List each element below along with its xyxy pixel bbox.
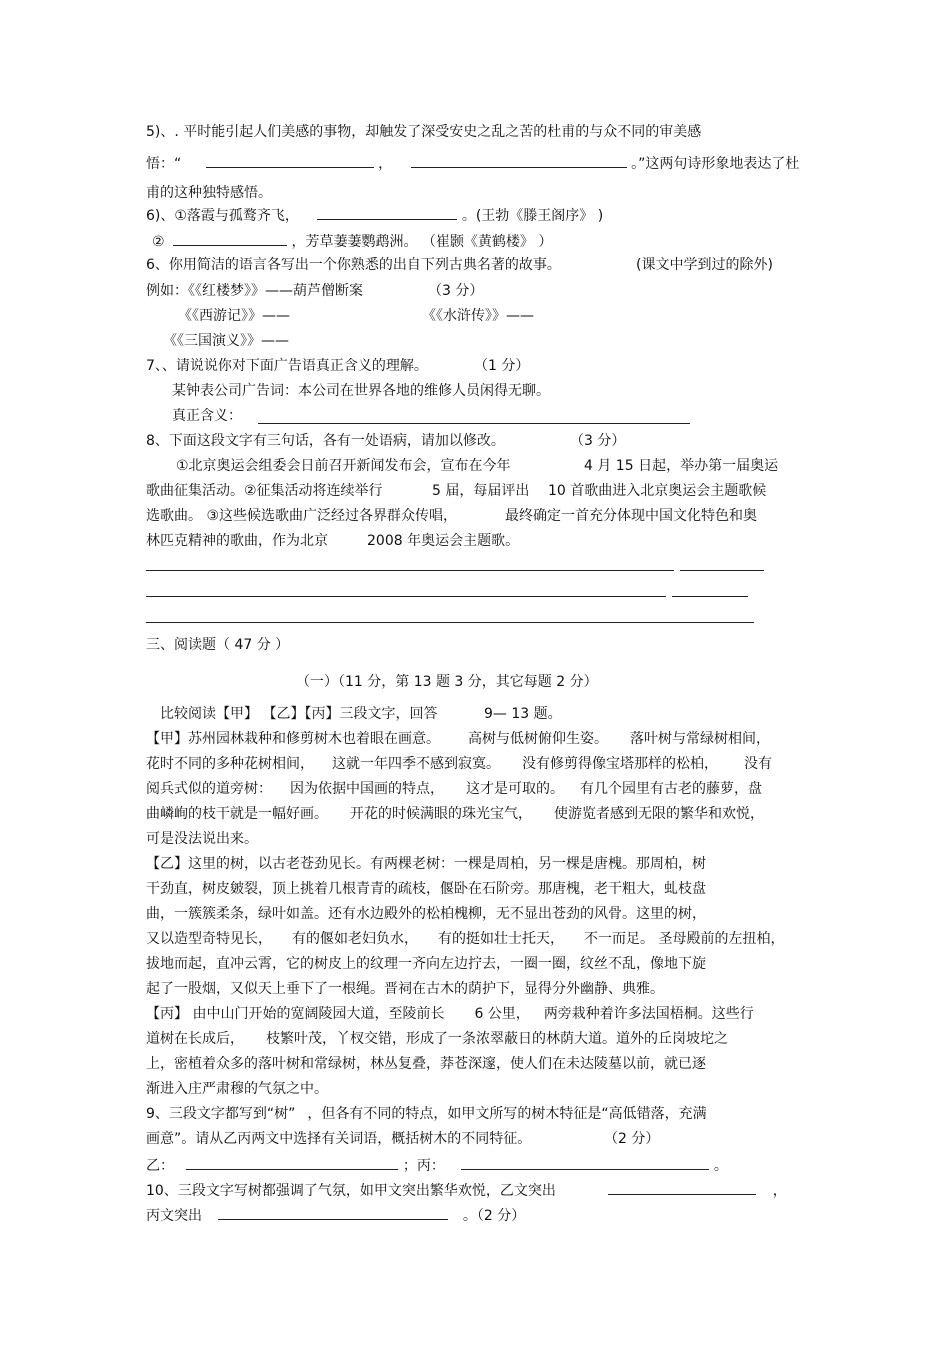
yi-line-6 xyxy=(146,980,664,998)
bing-1-3: 两旁栽种着许多法国梧桐。这些行 xyxy=(543,1006,754,1022)
yi-4-1: 又以造型奇特见长， xyxy=(146,931,272,947)
section3-subtitle: （一）（11 分，第 13 题 3 分，其它每题 2 分） xyxy=(296,674,598,690)
q8-p4b: 2008 年奥运会主题歌。 xyxy=(367,533,520,549)
q8-p3a: 选歌曲。 ③这些候选歌曲广泛经过各界群众传唱， xyxy=(146,508,457,524)
q10-l2-end: 。（2 分） xyxy=(462,1208,526,1224)
yi-line-1 xyxy=(146,855,706,873)
q10-line-2 xyxy=(146,1205,525,1225)
q10-l2-pre: 丙文突出 xyxy=(146,1208,202,1224)
jia-2-3: 没有修剪得像宝塔那样的松柏， xyxy=(522,756,718,772)
q7-score: （1 分） xyxy=(474,358,530,374)
bing-2-1: 道树在长成后， xyxy=(146,1031,244,1047)
jia-1-2: 高树与低树俯仰生姿。 xyxy=(468,731,608,747)
q9-end: 。 xyxy=(713,1158,728,1174)
q6a-prefix: 6)、①落霞与孤鹜齐飞， xyxy=(146,208,299,224)
jia-4-2: 开花的时候满眼的珠光宝气， xyxy=(350,806,532,822)
jia-line-2 xyxy=(146,755,772,773)
q5-prefix: 悟：“ xyxy=(146,156,182,172)
bing-1-2: 6 公里， xyxy=(474,1006,530,1022)
yi-line-4 xyxy=(146,930,784,948)
q8-answer-line-1b[interactable] xyxy=(680,570,764,571)
q10-l1: 10、三段文字写树都强调了气氛，如甲文突出繁华欢悦，乙文突出 xyxy=(146,1183,556,1199)
bing-1-1: 【丙】 由中山门开始的宽阔陵园大道，至陵前长 xyxy=(146,1006,445,1022)
jia-3-2: 因为依据中国画的特点， xyxy=(290,781,444,797)
q8-answer-line-2a[interactable] xyxy=(146,596,666,597)
q5-blank-1[interactable] xyxy=(206,153,374,168)
q6a-suffix-2: ，芳草萋萋鹦鹉洲。 （崔颢《黄鹤楼》 ） xyxy=(291,234,553,250)
passage-intro-b: 9— 13 题。 xyxy=(484,706,562,722)
q8-title: 8、下面这段文字有三句话，各有一处语病，请加以修改。 xyxy=(146,433,505,449)
q9-line-1 xyxy=(146,1105,707,1123)
q6b-score: （3 分） xyxy=(428,283,484,299)
jia-5-1: 可是没法说出来。 xyxy=(146,831,258,847)
q6a-line-1 xyxy=(146,205,603,225)
q8-p1a: ①北京奥运会组委会日前召开新闻发布会，宣布在今年 xyxy=(176,458,511,474)
bing-line-3 xyxy=(146,1055,706,1073)
jia-4-1: 曲嶙峋的枝干就是一幅好画。 xyxy=(146,806,328,822)
bing-2-2: 枝繁叶茂，丫杈交错，形成了一条浓翠蔽日的林荫大道。道外的丘岗坡坨之 xyxy=(266,1031,728,1047)
q7-meaning: 真正含义： xyxy=(172,408,242,424)
jia-3-3: 这才是可取的。 xyxy=(466,781,564,797)
q6b-note: (课文中学到过的除外) xyxy=(636,257,773,273)
jia-line-1 xyxy=(146,730,770,748)
yi-line-2 xyxy=(146,880,706,898)
q7-title: 7、、请说说你对下面广告语真正含义的理解。 xyxy=(146,358,428,374)
q8-p2c: 10 首歌曲进入北京奥运会主题歌候 xyxy=(548,483,767,499)
q6a-blank-2[interactable] xyxy=(173,231,287,246)
q7-ad: 某钟表公司广告词：本公司在世界各地的维修人员闲得无聊。 xyxy=(172,383,550,399)
bing-line-1 xyxy=(146,1005,754,1023)
bing-3-1: 上，密植着众多的落叶树和常绿树，林丛复叠，莽苍深邃，使人们在未达陵墓以前，就已逐 xyxy=(146,1056,706,1072)
jia-line-5 xyxy=(146,830,258,848)
bing-line-2 xyxy=(146,1030,728,1048)
jia-1-3: 落叶树与常绿树相间， xyxy=(630,731,770,747)
q9-line-3 xyxy=(146,1155,728,1175)
jia-line-4 xyxy=(146,805,764,823)
passage-intro-a: 比较阅读【甲】 【乙】【丙】三段文字，回答 xyxy=(160,706,438,722)
yi-1-1: 【乙】这里的树，以古老苍劲见长。有两棵老树：一棵是周柏，另一棵是唐槐。那周柏，树 xyxy=(146,856,706,872)
jia-2-2: 这就一年四季不感到寂寞。 xyxy=(332,756,500,772)
q6b-title: 6、你用简洁的语言各写出一个你熟悉的出自下列古典名著的故事。 xyxy=(146,257,561,273)
q8-p2b: 5 届，每届评出 xyxy=(432,483,530,499)
q8-p2a: 歌曲征集活动。②征集活动将连续举行 xyxy=(146,483,383,499)
q6b-sanguo: 《《三国演义》》—— xyxy=(163,333,289,349)
q10-blank-2[interactable] xyxy=(218,1205,448,1220)
q9-l1b: ，但各有不同的特点，如甲文所写的树木特征是“高低错落，充满 xyxy=(307,1106,707,1122)
yi-2-1: 干劲直，树皮皴裂，顶上挑着几根青青的疏枝，偃卧在石阶旁。那唐槐，老干粗大，虬枝盘 xyxy=(146,881,706,897)
q9-score: （2 分） xyxy=(604,1131,660,1147)
yi-6-1: 起了一股烟，又似天上垂下了一根绳。晋祠在古木的荫护下，显得分外幽静、典雅。 xyxy=(146,981,664,997)
q8-answer-line-1a[interactable] xyxy=(146,570,674,571)
yi-line-3 xyxy=(146,905,706,923)
q5-line-2 xyxy=(146,153,799,173)
q5-comma: ， xyxy=(378,156,393,172)
q5-line-1: 5)、. 平时能引起人们美感的事物，却触发了深受安史之乱之苦的杜甫的与众不同的审美感 xyxy=(146,124,702,140)
q9-bing-blank[interactable] xyxy=(461,1155,709,1170)
q10-l1-end: ， xyxy=(772,1183,787,1199)
q9-l1: 9、三段文字都写到“树” xyxy=(146,1106,296,1122)
yi-5-1: 拔地而起，直冲云霄，它的树皮上的纹理一齐向左边拧去，一圈一圈，纹丝不乱，像地下旋 xyxy=(146,956,706,972)
q6a-line-2 xyxy=(152,231,552,251)
q6a-suffix: 。(王勃《滕王阁序》 ) xyxy=(461,208,604,224)
jia-3-1: 阅兵式似的道旁树： xyxy=(146,781,272,797)
q9-yi-blank[interactable] xyxy=(186,1155,398,1170)
q10-blank-1[interactable] xyxy=(608,1180,756,1195)
yi-4-2: 有的偃如老妇负水， xyxy=(292,931,418,947)
q8-answer-line-2b[interactable] xyxy=(672,596,748,597)
q6b-shuihu: 《《水浒传》》—— xyxy=(422,308,534,324)
q9-bing-label: ；丙： xyxy=(402,1158,445,1174)
q8-p3b: 最终确定一首充分体现中国文化特色和奥 xyxy=(505,508,757,524)
q6b-example: 例如：《《红楼梦》》——葫芦僧断案 xyxy=(146,283,363,299)
q9-yi-label: 乙： xyxy=(146,1158,174,1174)
q5-line-3: 甫的这种独特感悟。 xyxy=(146,185,272,201)
q8-score: （3 分） xyxy=(570,433,626,449)
q6a-prefix-2: ② xyxy=(152,234,165,250)
jia-line-3 xyxy=(146,780,762,798)
q10-line-1 xyxy=(146,1180,787,1200)
q8-p1b: 4 月 15 日起，举办第一届奥运 xyxy=(584,458,779,474)
yi-4-4: 不一而足。 圣母殿前的左扭柏， xyxy=(584,931,785,947)
q9-line-2: 画意”。请从乙丙两文中选择有关词语，概括树木的不同特征。 xyxy=(146,1131,532,1147)
jia-2-1: 花时不同的多种花树相间， xyxy=(146,756,314,772)
bing-line-4 xyxy=(146,1080,328,1098)
q6a-blank-1[interactable] xyxy=(317,205,457,220)
jia-3-4: 有几个园里有古老的藤萝，盘 xyxy=(580,781,762,797)
yi-4-3: 有的挺如壮士托天， xyxy=(438,931,564,947)
q5-suffix: 。”这两句诗形象地表达了杜 xyxy=(631,156,800,172)
q8-p4a: 林匹克精神的歌曲，作为北京 xyxy=(146,533,328,549)
q8-answer-line-3[interactable] xyxy=(146,622,754,623)
jia-4-3: 使游览者感到无限的繁华和欢悦， xyxy=(554,806,764,822)
q7-answer-line[interactable] xyxy=(258,423,690,424)
jia-2-4: 没有 xyxy=(744,756,772,772)
section3-title: 三、阅读题（ 47 分 ） xyxy=(146,637,290,653)
q6b-xiyou: 《《西游记》》—— xyxy=(178,308,290,324)
yi-3-1: 曲，一簇簇柔条，绿叶如盖。还有水边殿外的松柏槐柳，无不显出苍劲的风骨。这里的树， xyxy=(146,906,706,922)
jia-1-1: 【甲】苏州园林栽种和修剪树木也着眼在画意。 xyxy=(146,731,440,747)
yi-line-5 xyxy=(146,955,706,973)
bing-4-1: 渐进入庄严肃穆的气氛之中。 xyxy=(146,1081,328,1097)
q5-blank-2[interactable] xyxy=(411,153,627,168)
